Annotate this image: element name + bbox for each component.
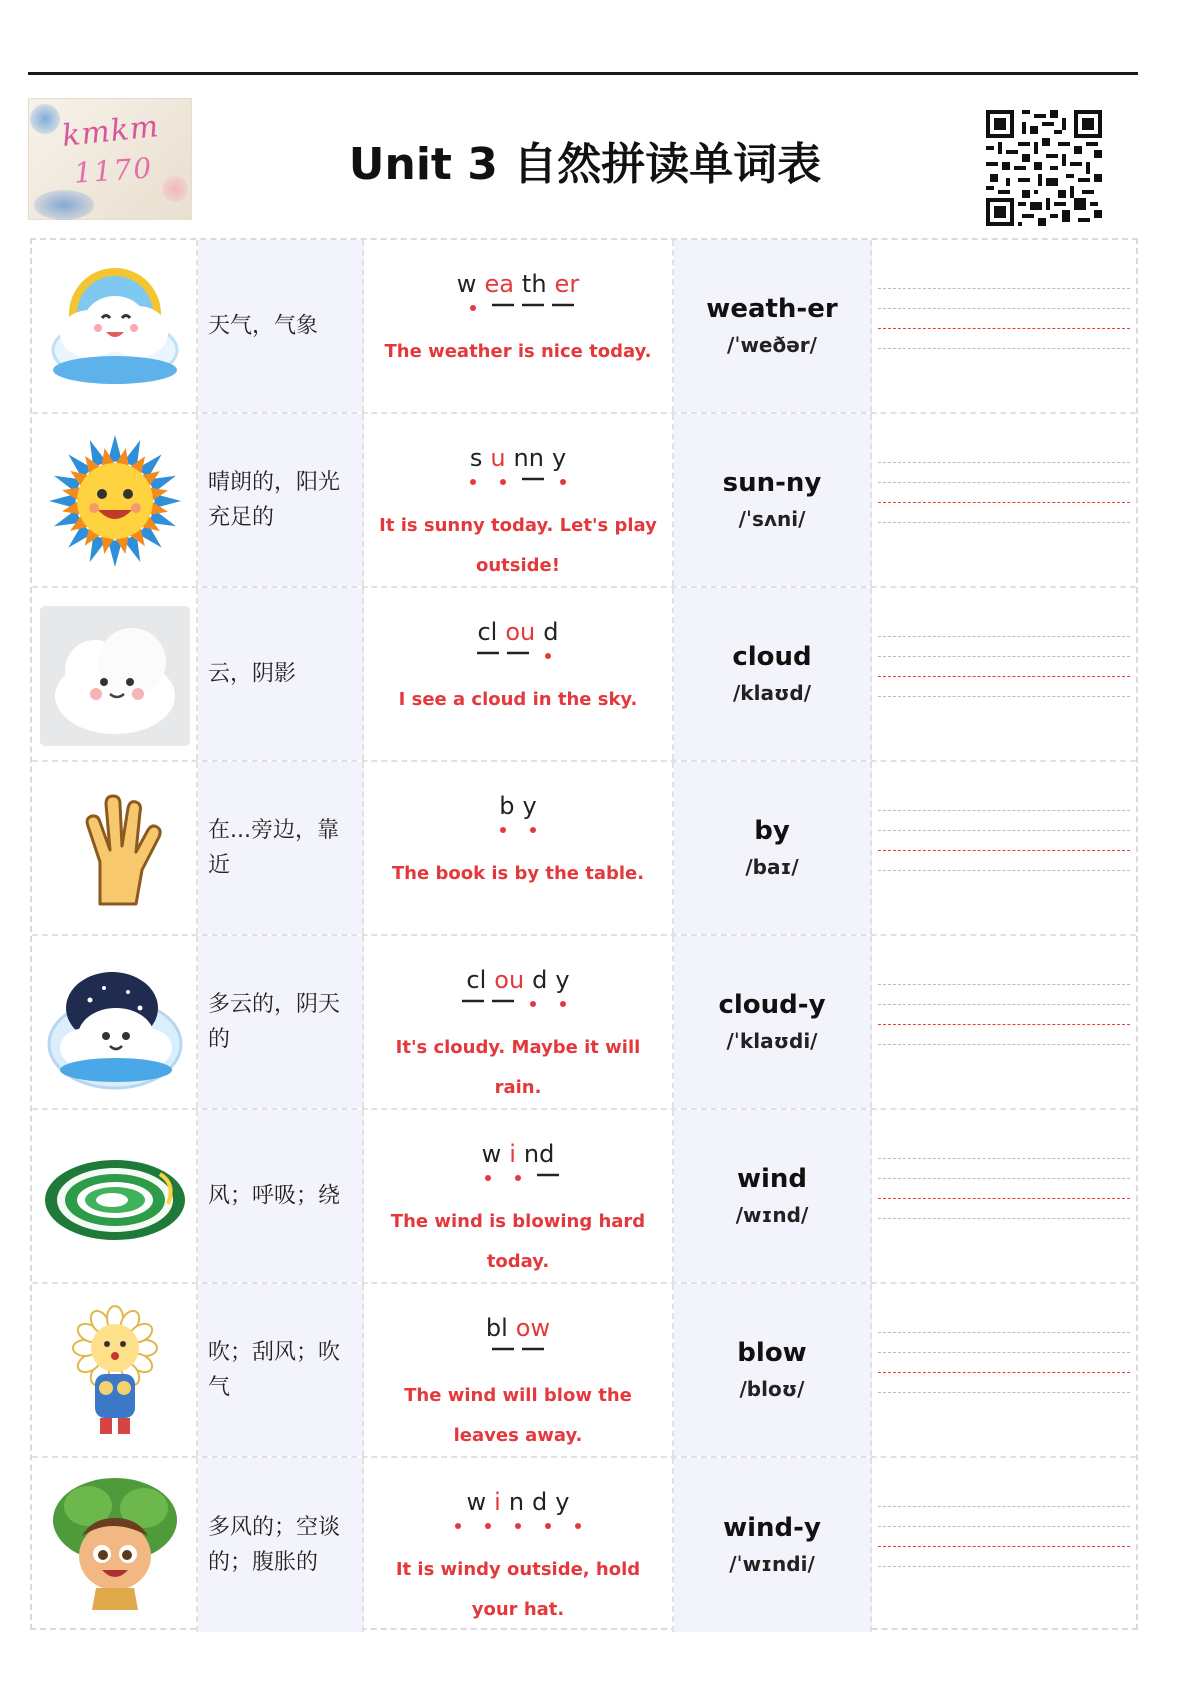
picture-cell [32, 414, 198, 586]
handwriting-lines [878, 984, 1130, 1064]
phonics-segment: b [499, 792, 515, 820]
chinese-meaning: 天气，气象 [208, 313, 319, 339]
handwriting-cell [872, 1110, 1136, 1282]
phonics-segment: cl [477, 618, 498, 646]
picture-cell [32, 936, 198, 1108]
picture-cell [32, 762, 198, 934]
weather-cloud-icon [40, 252, 190, 402]
word-cell [674, 1284, 872, 1456]
phonics-marks [364, 1170, 672, 1188]
top-rule [28, 72, 1138, 75]
example-sentence: It is windy outside, hold your hat. [395, 1559, 641, 1620]
phonics-marks [364, 474, 672, 492]
chinese-meaning-cell [198, 1110, 364, 1282]
phonics-segment: s [469, 444, 483, 472]
phonics-dot-mark [560, 1001, 566, 1007]
phonics-segment: th [521, 270, 547, 298]
hand-icon [40, 774, 190, 924]
example-sentence: I see a cloud in the sky. [398, 689, 638, 710]
wind-swirl-icon [40, 1122, 190, 1272]
phonics-cell [364, 1110, 674, 1282]
phonics-dot-mark [545, 653, 551, 659]
ipa-transcription: /ˈklaʊdi/ [726, 1029, 818, 1053]
phonics-segment: d [532, 966, 548, 994]
table-row [32, 936, 1136, 1110]
windy-boy-icon [40, 1470, 190, 1620]
phonics-word [364, 1140, 672, 1168]
handwriting-lines [878, 1332, 1130, 1412]
sun-icon [40, 426, 190, 576]
phonics-segment: w [481, 1140, 502, 1168]
syllable-word: cloud [732, 642, 812, 672]
phonics-segment: y [522, 792, 537, 820]
blowing-kid-icon [40, 1296, 190, 1446]
syllable-word: wind-y [723, 1513, 821, 1543]
phonics-cell [364, 588, 674, 760]
phonics-dot-mark [500, 827, 506, 833]
logo-number: 1170 [72, 151, 155, 190]
handwriting-cell [872, 588, 1136, 760]
example-sentence: The wind is blowing hard today. [390, 1211, 646, 1272]
phonics-word [364, 618, 672, 646]
example-sentence: It's cloudy. Maybe it will rain. [395, 1037, 641, 1098]
syllable-word: cloud-y [718, 990, 826, 1020]
handwriting-lines [878, 636, 1130, 716]
chinese-meaning-cell [198, 1284, 364, 1456]
picture-cell [32, 588, 198, 760]
phonics-dot-mark [485, 1175, 491, 1181]
chinese-meaning: 在...旁边，靠近 [208, 818, 339, 878]
phonics-word [364, 444, 672, 472]
phonics-segment: er [554, 270, 580, 298]
phonics-dot-mark [530, 827, 536, 833]
phonics-word [364, 1314, 672, 1342]
page-title: Unit 3 自然拼读单词表 [348, 139, 822, 190]
handwriting-lines [878, 462, 1130, 542]
brand-logo [28, 98, 192, 220]
phonics-segment: w [466, 1488, 487, 1516]
phonics-word [364, 1488, 672, 1516]
phonics-segment: nd [523, 1140, 555, 1168]
phonics-segment: d [532, 1488, 548, 1516]
syllable-word: by [754, 816, 790, 846]
phonics-word [364, 792, 672, 820]
syllable-word: weath-er [706, 294, 838, 324]
table-row [32, 762, 1136, 936]
phonics-segment: u [490, 444, 506, 472]
table-row [32, 240, 1136, 414]
phonics-segment: i [509, 1140, 516, 1168]
logo-text: kmkm [60, 109, 161, 154]
phonics-dot-mark [470, 305, 476, 311]
chinese-meaning-cell [198, 414, 364, 586]
phonics-dot-mark [560, 479, 566, 485]
phonics-marks [364, 648, 672, 666]
phonics-cell [364, 936, 674, 1108]
table-row [32, 1458, 1136, 1632]
phonics-marks [364, 1518, 672, 1536]
ipa-transcription: /ˈwɪndi/ [729, 1552, 815, 1576]
phonics-dot-mark [470, 479, 476, 485]
chinese-meaning: 多风的；空谈的；腹胀的 [208, 1515, 341, 1575]
phonics-dot-mark [455, 1523, 461, 1529]
phonics-segment: w [456, 270, 477, 298]
phonics-dot-mark [515, 1175, 521, 1181]
syllable-word: sun-ny [722, 468, 822, 498]
word-cell [674, 1458, 872, 1632]
phonics-cell [364, 240, 674, 412]
picture-cell [32, 1458, 198, 1632]
picture-cell [32, 1284, 198, 1456]
phonics-dot-mark [575, 1523, 581, 1529]
handwriting-lines [878, 1506, 1130, 1586]
phonics-segment: ou [505, 618, 536, 646]
phonics-segment: nn [513, 444, 544, 472]
phonics-marks [364, 996, 672, 1014]
phonics-cell [364, 762, 674, 934]
qr-code-icon [986, 110, 1102, 226]
phonics-dot-mark [545, 1523, 551, 1529]
word-cell [674, 588, 872, 760]
ipa-transcription: /ˈweðər/ [727, 333, 817, 357]
syllable-word: wind [736, 1164, 808, 1194]
ipa-transcription: /ˈsʌni/ [738, 507, 806, 531]
phonics-segment: i [494, 1488, 501, 1516]
ipa-transcription: /klaʊd/ [732, 681, 812, 705]
chinese-meaning: 吹；刮风；吹气 [208, 1340, 341, 1400]
phonics-dot-mark [485, 1523, 491, 1529]
handwriting-cell [872, 762, 1136, 934]
phonics-segment: ow [515, 1314, 551, 1342]
handwriting-cell [872, 1284, 1136, 1456]
phonics-segment: ou [494, 966, 525, 994]
example-sentence: The book is by the table. [391, 863, 645, 884]
chinese-meaning-cell [198, 240, 364, 412]
table-row [32, 414, 1136, 588]
ipa-transcription: /baɪ/ [745, 855, 799, 879]
picture-cell [32, 1110, 198, 1282]
word-cell [674, 936, 872, 1108]
phonics-segment: ea [484, 270, 514, 298]
word-cell [674, 1110, 872, 1282]
phonics-dot-mark [515, 1523, 521, 1529]
phonics-word [364, 270, 672, 298]
handwriting-cell [872, 240, 1136, 412]
word-cell [674, 762, 872, 934]
syllable-word: blow [737, 1338, 807, 1368]
table-row [32, 1284, 1136, 1458]
handwriting-cell [872, 414, 1136, 586]
example-sentence: The wind will blow the leaves away. [404, 1385, 632, 1446]
chinese-meaning-cell [198, 936, 364, 1108]
phonics-word [364, 966, 672, 994]
phonics-dot-mark [530, 1001, 536, 1007]
chinese-meaning-cell [198, 762, 364, 934]
picture-cell [32, 240, 198, 412]
phonics-segment: d [543, 618, 559, 646]
example-sentence: The weather is nice today. [384, 341, 652, 362]
table-row [32, 1110, 1136, 1284]
example-sentence: It is sunny today. Let's play outside! [379, 515, 657, 576]
handwriting-lines [878, 288, 1130, 368]
handwriting-cell [872, 1458, 1136, 1632]
handwriting-cell [872, 936, 1136, 1108]
phonics-segment: y [555, 1488, 570, 1516]
phonics-cell [364, 1284, 674, 1456]
ipa-transcription: /wɪnd/ [735, 1203, 809, 1227]
chinese-meaning: 多云的，阴天的 [208, 992, 341, 1052]
phonics-marks [364, 300, 672, 318]
phonics-segment: y [555, 966, 570, 994]
handwriting-lines [878, 1158, 1130, 1238]
cloud-icon [40, 600, 190, 750]
chinese-meaning: 晴朗的，阳光充足的 [208, 470, 341, 530]
phonics-dot-mark [500, 479, 506, 485]
vocabulary-table [30, 238, 1138, 1630]
phonics-segment: cl [466, 966, 487, 994]
phonics-segment: y [551, 444, 567, 472]
chinese-meaning: 风；呼吸；绕 [208, 1183, 341, 1209]
phonics-cell [364, 414, 674, 586]
handwriting-lines [878, 810, 1130, 890]
word-cell [674, 240, 872, 412]
phonics-marks [364, 1344, 672, 1362]
phonics-segment: n [508, 1488, 525, 1516]
phonics-segment: bl [485, 1314, 508, 1342]
chinese-meaning-cell [198, 588, 364, 760]
ipa-transcription: /bloʊ/ [739, 1377, 805, 1401]
table-row [32, 588, 1136, 762]
chinese-meaning: 云，阴影 [208, 661, 297, 687]
phonics-marks [364, 822, 672, 840]
word-cell [674, 414, 872, 586]
phonics-cell [364, 1458, 674, 1632]
cloudy-night-icon [40, 948, 190, 1098]
chinese-meaning-cell [198, 1458, 364, 1632]
